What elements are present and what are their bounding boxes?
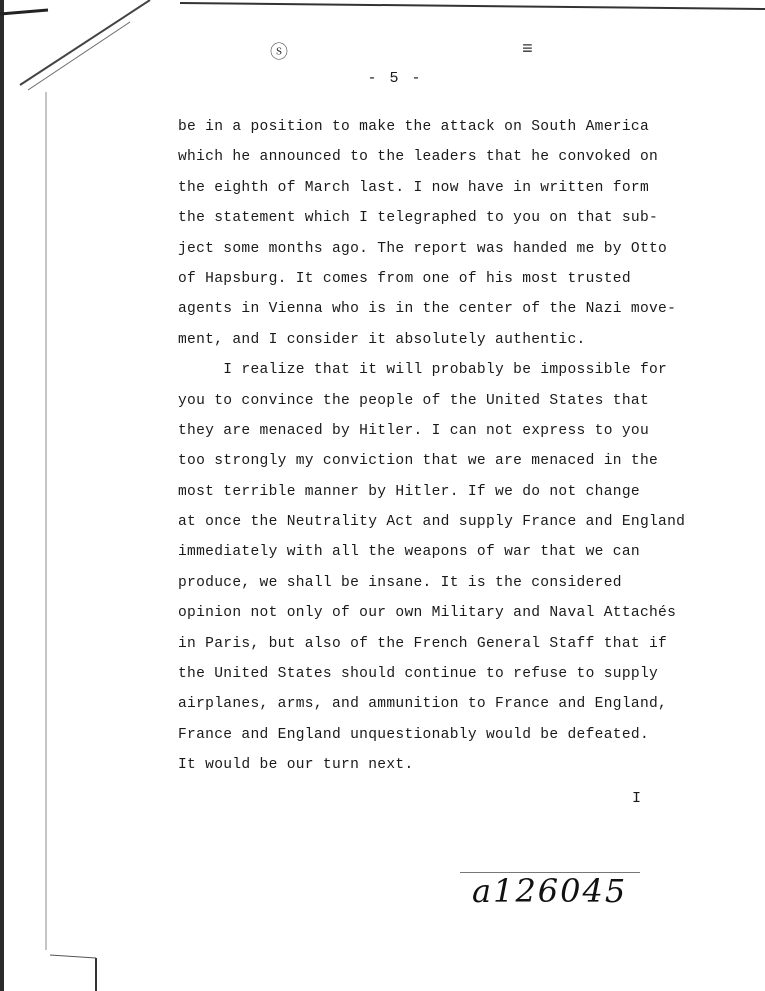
text-line: opinion not only of our own Military and Naval Attachés	[178, 605, 677, 622]
text-line: at once the Neutrality Act and supply France and England	[178, 514, 686, 531]
text-line: produce, we shall be insane. It is the considered	[178, 574, 622, 591]
page-number: - 5 -	[367, 70, 423, 87]
scan-edge	[0, 0, 4, 991]
text-line: the eighth of March last. I now have in written form	[178, 179, 649, 196]
text-line: you to convince the people of the United States that	[178, 392, 649, 409]
text-line: of Hapsburg. It comes from one of his most trusted	[178, 270, 631, 287]
text-line: the United States should continue to refuse to supply	[178, 666, 659, 683]
text-line: too strongly my conviction that we are menaced in the	[178, 453, 659, 470]
text-line: the statement which I telegraphed to you on that sub-	[178, 210, 659, 227]
handwritten-document-id: a126045	[472, 872, 628, 910]
text-line: France and England unquestionably would be defeated.	[178, 726, 649, 743]
text-line: It would be our turn next.	[178, 757, 414, 774]
catchword: I	[632, 790, 642, 807]
text-line: in Paris, but also of the French General Staff that if	[178, 635, 668, 652]
text-line: they are menaced by Hitler. I can not express to you	[178, 422, 649, 439]
text-line: ject some months ago. The report was handed me by Otto	[178, 240, 668, 257]
text-line: be in a position to make the attack on South America	[178, 119, 649, 135]
letter-body	[178, 112, 698, 781]
text-line: which he announced to the leaders that he convoked on	[178, 149, 659, 166]
text-line: I realize that it will probably be impossible for	[178, 362, 668, 379]
text-line: most terrible manner by Hitler. If we do not change	[178, 483, 640, 500]
text-line: ment, and I consider it absolutely authentic.	[178, 331, 586, 348]
text-line: agents in Vienna who is in the center of the Nazi move-	[178, 301, 677, 318]
text-line: airplanes, arms, and ammunition to France and England,	[178, 696, 668, 713]
punch-hole-mark-right: ≡	[522, 40, 533, 60]
punch-hole-mark-left: ⓢ	[270, 44, 288, 64]
text-line: immediately with all the weapons of war that we can	[178, 544, 640, 561]
